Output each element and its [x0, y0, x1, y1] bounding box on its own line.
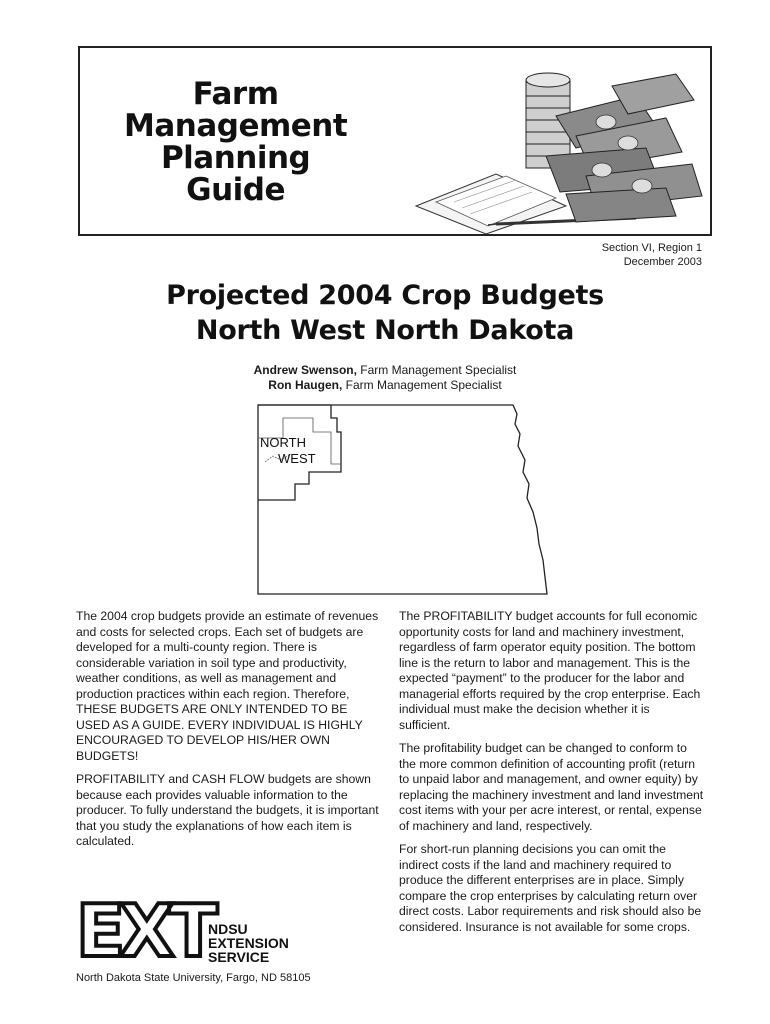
paragraph: The PROFITABILITY budget accounts for full economic opportunity costs for land and machinery investment, regardless of farm operator equity position. The bottom line is the return to labor and management. This is the expected “payment” to the producer for the labor and managerial efforts required by the crop enterprise. Each individual must make the decision whether it is sufficient.	[399, 609, 701, 732]
left-column	[76, 609, 381, 858]
state-outline	[258, 405, 547, 594]
logo-line: SERVICE	[208, 949, 270, 965]
author	[0, 363, 770, 378]
paragraph: For short-run planning decisions you can omit the indirect costs if the land and machinery required to produce the different enterprises are in place. Simply compare the crop enterprises by calculating return over direct costs. Labor requirements and risk should also be considered. Insurance is not available for some crops.	[399, 842, 702, 934]
author	[0, 378, 770, 393]
right-column	[399, 609, 704, 943]
page-title	[0, 278, 770, 348]
logo-mark: EXT	[76, 890, 212, 970]
ndsu-extension-logo	[76, 890, 316, 970]
author-role: Farm Management Specialist	[342, 378, 502, 392]
banner-title-line: Planning	[160, 140, 311, 176]
banner-title	[124, 78, 347, 206]
page-title-line: Projected 2004 Crop Budgets	[166, 280, 604, 311]
author-name: Ron Haugen,	[268, 378, 343, 392]
logo-line: EXTENSION	[208, 935, 289, 951]
banner-title-line: Guide	[186, 172, 286, 208]
author-role: Farm Management Specialist	[356, 363, 517, 377]
page-title-line: North West North Dakota	[195, 315, 575, 346]
section-info	[602, 241, 702, 269]
section-number: Section VI, Region 1	[601, 242, 702, 254]
region-label: WEST	[278, 451, 316, 466]
author-list	[0, 363, 770, 393]
paragraph: PROFITABILITY and CASH FLOW budgets are shown because each provides valuable information to the producer. To fully understand the budgets, it is important that you study the explanations of how each item is calculated.	[76, 772, 379, 848]
region-label: NORTH	[260, 435, 306, 450]
north-dakota-region-map	[255, 402, 555, 602]
guide-banner	[78, 46, 712, 236]
paragraph: The profitability budget can be changed to conform to the more common definition of accounting profit (return to unpaid labor and management, and owner equity) by replacing the machinery investment and land investment cost items with your per acre interest, or rental, expense of machinery and land, respectively.	[399, 741, 704, 833]
banner-title-line: Farm	[192, 76, 279, 112]
footer-address: North Dakota State University, Fargo, ND 58105	[76, 972, 311, 984]
section-date: December 2003	[623, 256, 702, 268]
banner-title-line: Management	[124, 108, 348, 144]
logo-line: NDSU	[208, 921, 248, 937]
paragraph: The 2004 crop budgets provide an estimate of revenues and costs for selected crops. Each set of budgets are developed for a multi-county region. There is considerable variation in soil type and productivity, weather conditions, as well as management and production practices within each region. Therefore, THESE BUDGETS ARE ONLY INTENDED TO BE USED AS A GUIDE. EVERY INDIVIDUAL IS HIGHLY ENCOURAGED TO DEVELOP HIS/HER OWN BUDGETS!	[76, 609, 379, 763]
money-and-papers-illustration	[376, 56, 706, 234]
author-name: Andrew Swenson,	[253, 363, 357, 377]
